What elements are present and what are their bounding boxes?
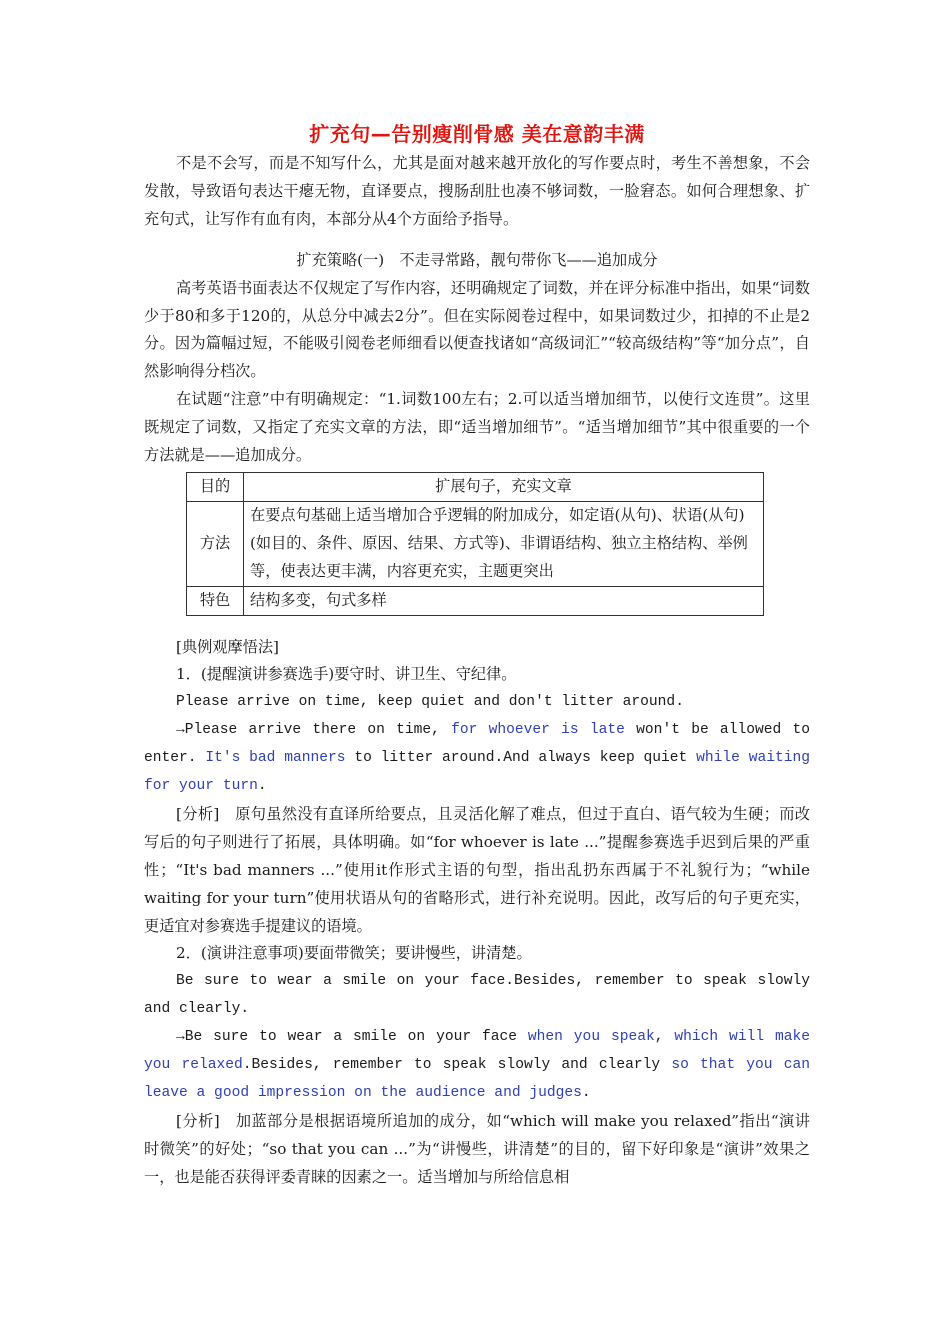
paragraph-exam-rule: 在试题“注意”中有明确规定：“1.词数100左右；2.可以适当增加细节，以使行文连贯”。这里既规定了词数，又指定了充实文章的方法，即“适当增加细节”。“适当增加细节”其中很重要的一个方法就是——追加成分。 <box>144 390 810 465</box>
table-row <box>187 472 764 501</box>
added-phrase: while waiting for your turn <box>144 750 810 795</box>
added-phrase: for whoever is late <box>451 722 625 739</box>
analysis-label: [分析] <box>176 1111 236 1130</box>
table-key-cell: 方法 <box>187 501 244 586</box>
example-2-rewrite: →Be sure to wear a smile on your face when you speak, which will make you relaxed.Besides, remember to speak slowly and clearly so that you can leave a good impression on the audience and judges. <box>144 1029 810 1101</box>
example-2-analysis: [分析] 加蓝部分是根据语境所追加的成分，如“which will make you relaxed”指出“演讲时微笑”的好处；“so that you can ...”为“讲慢些，讲清楚”的目的，留下好印象是“演讲”效果之一，也是能否获得评委青睐的因素之一。适当增加与所给信息相 <box>144 1111 810 1186</box>
example-1-prompt: 1．(提醒演讲参赛选手)要守时、讲卫生、守纪律。 <box>176 665 517 684</box>
example-section-label: [典例观摩悟法] <box>176 637 279 656</box>
arrow-icon: → <box>176 722 185 739</box>
document-page <box>144 118 810 1192</box>
example-2-prompt: 2．(演讲注意事项)要面带微笑；要讲慢些，讲清楚。 <box>176 944 532 963</box>
added-phrase: so that you can leave a good impression on the audience and judges <box>144 1057 810 1101</box>
table-row <box>187 501 764 586</box>
example-1-analysis: [分析] 原句虽然没有直译所给要点，且灵活化解了难点，但过于直白、语气较为生硬；而改写后的句子则进行了拓展，具体明确。如“for whoever is late ...”提醒参赛选手迟到后果的严重性；“It's bad manners ...”使用it作形式主语的句型，指出乱扔东西属于不礼貌行为；“while waiting for your turn”使用状语从句的省略形式，进行补充说明。因此，改写后的句子更充实，更适宜对参赛选手提建议的语境。 <box>144 804 810 935</box>
table-value-cell: 在要点句基础上适当增加合乎逻辑的附加成分，如定语(从句)、状语(从句)(如目的、条件、原因、结果、方式等)、非谓语结构、独立主格结构、举例等，使表达更丰满，内容更充实，主题更突出 <box>244 501 764 586</box>
paragraph-word-count: 高考英语书面表达不仅规定了写作内容，还明确规定了词数，并在评分标准中指出，如果“词数少于80和多于120的，从总分中减去2分”。但在实际阅卷过程中，如果词数过少，扣掉的不止是2分。因为篇幅过短，不能吸引阅卷老师细看以便查找诸如“高级词汇”“较高级结构”等“加分点”，自然影响得分档次。 <box>144 278 810 381</box>
table-key-cell: 特色 <box>187 586 244 615</box>
table-value-cell: 结构多变，句式多样 <box>244 586 764 615</box>
example-2-original: Be sure to wear a smile on your face.Besides, remember to speak slowly and clearly. <box>144 973 810 1018</box>
strategy-table <box>186 472 764 616</box>
strategy-heading: 扩充策略(一) 不走寻常路，靓句带你飞——追加成分 <box>296 250 658 269</box>
added-phrase: It's bad manners <box>205 750 346 767</box>
analysis-label: [分析] <box>176 804 236 823</box>
page-title: 扩充句—告别瘦削骨感 美在意韵丰满 <box>309 122 645 146</box>
added-phrase: which will make you relaxed <box>144 1029 810 1074</box>
table-key-cell: 目的 <box>187 472 244 501</box>
table-value-cell: 扩展句子，充实文章 <box>244 472 764 501</box>
arrow-icon: → <box>176 1029 185 1046</box>
added-phrase: when you speak <box>527 1029 655 1046</box>
intro-paragraph: 不是不会写，而是不知写什么，尤其是面对越来越开放化的写作要点时，考生不善想象，不会发散，导致语句表达干瘪无物，直译要点，搜肠刮肚也凑不够词数，一脸窘态。如何合理想象、扩充句式，让写作有血有肉，本部分从4个方面给予指导。 <box>144 154 810 228</box>
example-1-rewrite: →Please arrive there on time, for whoever is late won't be allowed to enter. It's bad manners to litter around.And always keep quiet while waiting for your turn. <box>144 722 810 795</box>
table-row <box>187 586 764 615</box>
example-1-original: Please arrive on time, keep quiet and don't litter around. <box>176 694 684 711</box>
